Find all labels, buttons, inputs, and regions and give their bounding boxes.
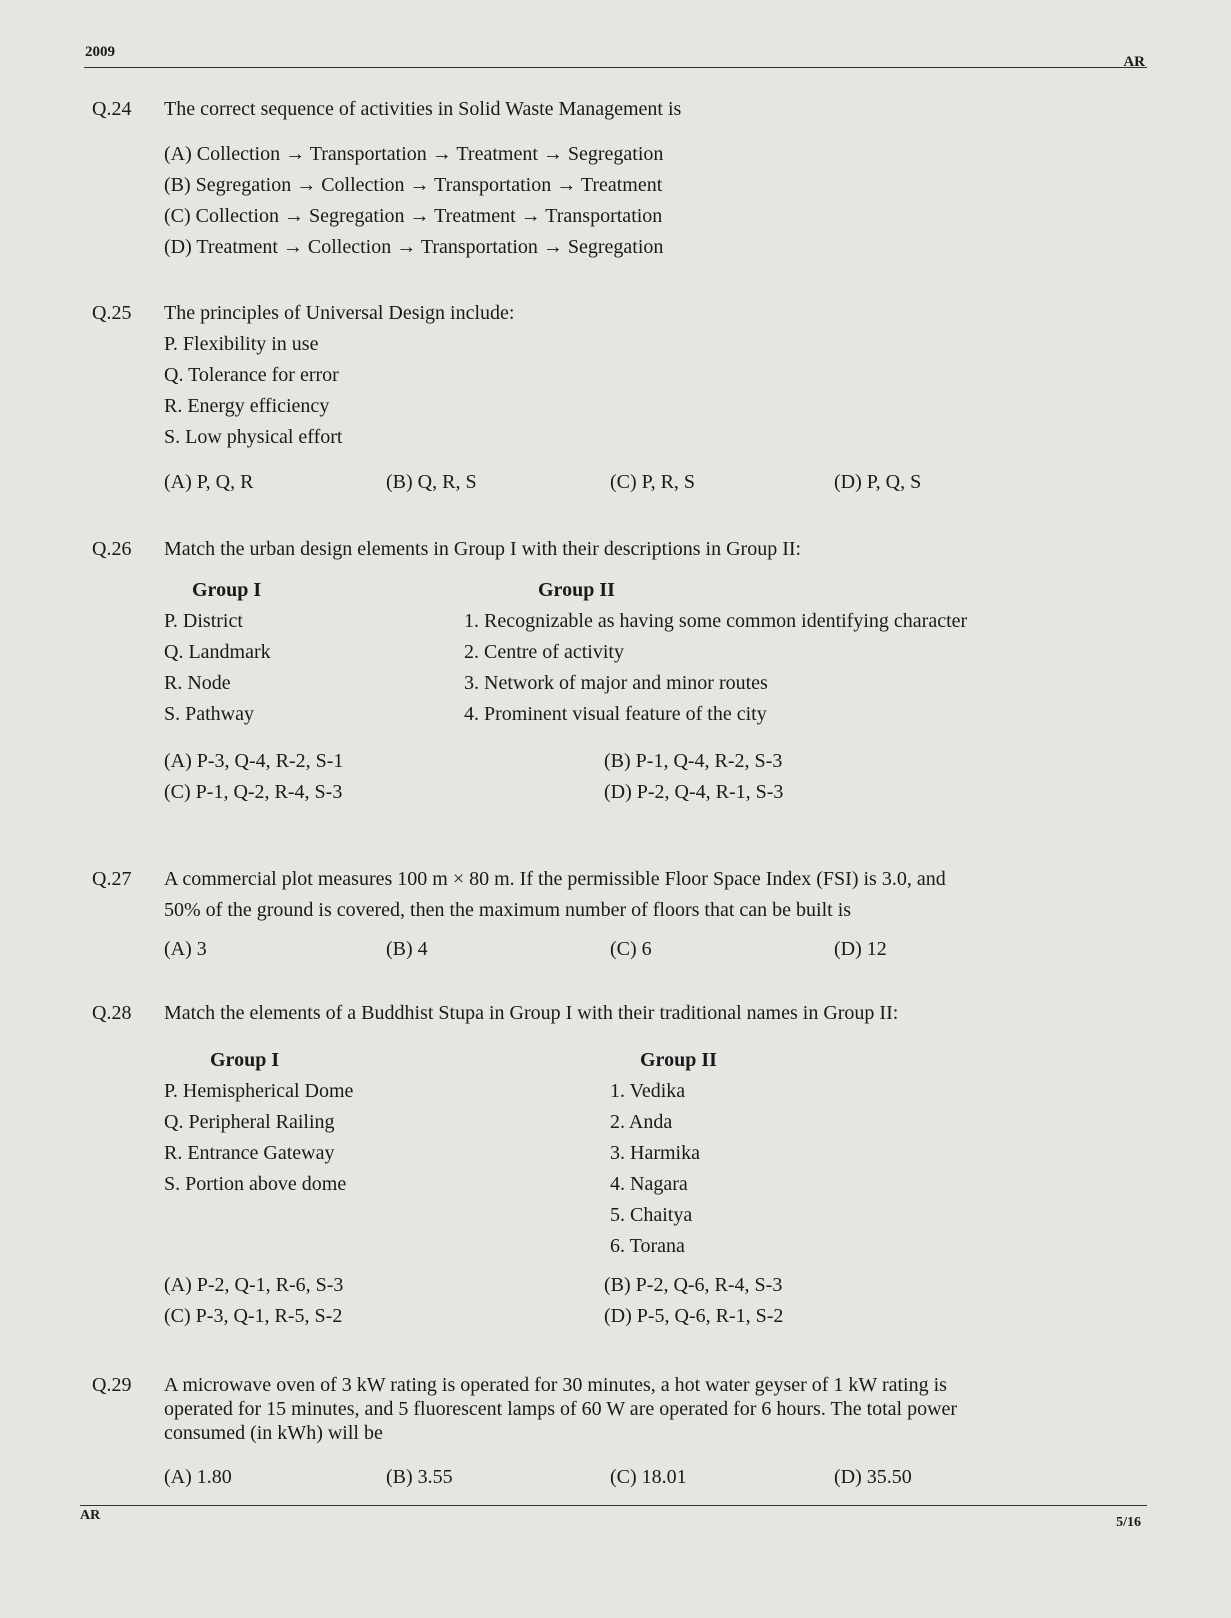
group-1-item: Q. Peripheral Railing (164, 1111, 335, 1133)
option: (A) 1.80 (164, 1466, 232, 1488)
question-25 (92, 298, 1131, 498)
group-2-item: 1. Recognizable as having some common identifying character (464, 610, 968, 632)
match-table (164, 1045, 1131, 1262)
group-2-item: 3. Harmika (610, 1142, 700, 1164)
options-row (164, 1301, 1131, 1332)
list-item: R. Energy efficiency (164, 395, 330, 417)
question-text: The principles of Universal Design include: (164, 302, 515, 324)
option: (C) P-1, Q-2, R-4, S-3 (164, 781, 343, 803)
question-text-line: A microwave oven of 3 kW rating is operated for 30 minutes, a hot water geyser of 1 kW rating is (164, 1374, 947, 1396)
group-2-item: 3. Network of major and minor routes (464, 672, 768, 694)
header-code: AR (1123, 54, 1145, 70)
group-2-title: Group II (640, 1049, 717, 1071)
option: (D) P-2, Q-4, R-1, S-3 (604, 781, 784, 803)
option: (A) 3 (164, 938, 207, 960)
question-26 (92, 534, 1131, 808)
question-24 (92, 94, 1131, 263)
group-1-item: S. Pathway (164, 703, 254, 725)
option: (C) Collection → Segregation → Treatment → Transportation (164, 205, 663, 227)
option: (A) Collection → Transportation → Treatment → Segregation (164, 143, 664, 165)
options-row (164, 467, 1131, 498)
page-number: 5/16 (1116, 1515, 1141, 1530)
options-row (164, 1270, 1131, 1301)
option: (B) 3.55 (386, 1466, 453, 1488)
option: (A) P-3, Q-4, R-2, S-1 (164, 750, 344, 772)
question-number: Q.29 (92, 1374, 132, 1396)
group-1-item: R. Entrance Gateway (164, 1142, 335, 1164)
options-row (164, 746, 1131, 777)
question-text-line: operated for 15 minutes, and 5 fluorescent lamps of 60 W are operated for 6 hours. The total power (164, 1398, 958, 1420)
option: (C) P-3, Q-1, R-5, S-2 (164, 1305, 343, 1327)
group-2-title: Group II (538, 579, 615, 601)
group-2-item: 6. Torana (610, 1235, 685, 1257)
option: (C) 6 (610, 938, 652, 960)
group-2-item: 4. Prominent visual feature of the city (464, 703, 767, 725)
header-rule (84, 67, 1147, 68)
group-2-item: 2. Centre of activity (464, 641, 624, 663)
question-text-line: A commercial plot measures 100 m × 80 m. If the permissible Floor Space Index (FSI) is 3.0, and (164, 868, 946, 890)
header-year: 2009 (85, 44, 115, 60)
question-number: Q.24 (92, 98, 132, 120)
option: (D) 12 (834, 938, 887, 960)
group-1-item: R. Node (164, 672, 231, 694)
option: (B) Segregation → Collection → Transportation → Treatment (164, 174, 663, 196)
option: (C) P, R, S (610, 471, 696, 493)
group-2-item: 5. Chaitya (610, 1204, 693, 1226)
option: (D) P, Q, S (834, 471, 922, 493)
question-number: Q.28 (92, 1002, 132, 1024)
footer-rule (80, 1505, 1147, 1506)
group-1-item: P. Hemispherical Dome (164, 1080, 354, 1102)
question-number: Q.27 (92, 868, 132, 890)
question-29 (92, 1373, 1131, 1489)
question-number: Q.25 (92, 302, 132, 324)
options-row (164, 1465, 1131, 1489)
options-row (164, 777, 1131, 808)
option: (D) 35.50 (834, 1466, 912, 1488)
option: (A) P, Q, R (164, 471, 254, 493)
option: (B) P-2, Q-6, R-4, S-3 (604, 1274, 783, 1296)
list-item: S. Low physical effort (164, 426, 343, 448)
question-28 (92, 998, 1131, 1332)
group-1-title: Group I (210, 1049, 280, 1071)
question-number: Q.26 (92, 538, 132, 560)
question-text: Match the elements of a Buddhist Stupa in Group I with their traditional names in Group II: (164, 1002, 899, 1024)
group-1-item: S. Portion above dome (164, 1173, 347, 1195)
list-item: P. Flexibility in use (164, 333, 319, 355)
group-2-item: 2. Anda (610, 1111, 673, 1133)
option: (D) Treatment → Collection → Transportation → Segregation (164, 236, 664, 258)
footer-code: AR (80, 1508, 101, 1523)
question-text-line: consumed (in kWh) will be (164, 1422, 383, 1444)
question-text-line: 50% of the ground is covered, then the maximum number of floors that can be built is (164, 899, 852, 921)
option: (B) Q, R, S (386, 471, 477, 493)
group-2-item: 4. Nagara (610, 1173, 688, 1195)
options-row (164, 934, 1131, 965)
list-item: Q. Tolerance for error (164, 364, 339, 386)
question-text: The correct sequence of activities in Solid Waste Management is (164, 98, 682, 120)
group-1-item: P. District (164, 610, 243, 632)
option: (C) 18.01 (610, 1466, 687, 1488)
option: (B) P-1, Q-4, R-2, S-3 (604, 750, 783, 772)
option: (B) 4 (386, 938, 428, 960)
option: (D) P-5, Q-6, R-1, S-2 (604, 1305, 784, 1327)
group-1-title: Group I (192, 579, 262, 601)
match-table (164, 575, 1131, 730)
question-text: Match the urban design elements in Group I with their descriptions in Group II: (164, 538, 802, 560)
option: (A) P-2, Q-1, R-6, S-3 (164, 1274, 344, 1296)
question-27 (92, 864, 1131, 965)
group-1-item: Q. Landmark (164, 641, 271, 663)
group-2-item: 1. Vedika (610, 1080, 686, 1102)
